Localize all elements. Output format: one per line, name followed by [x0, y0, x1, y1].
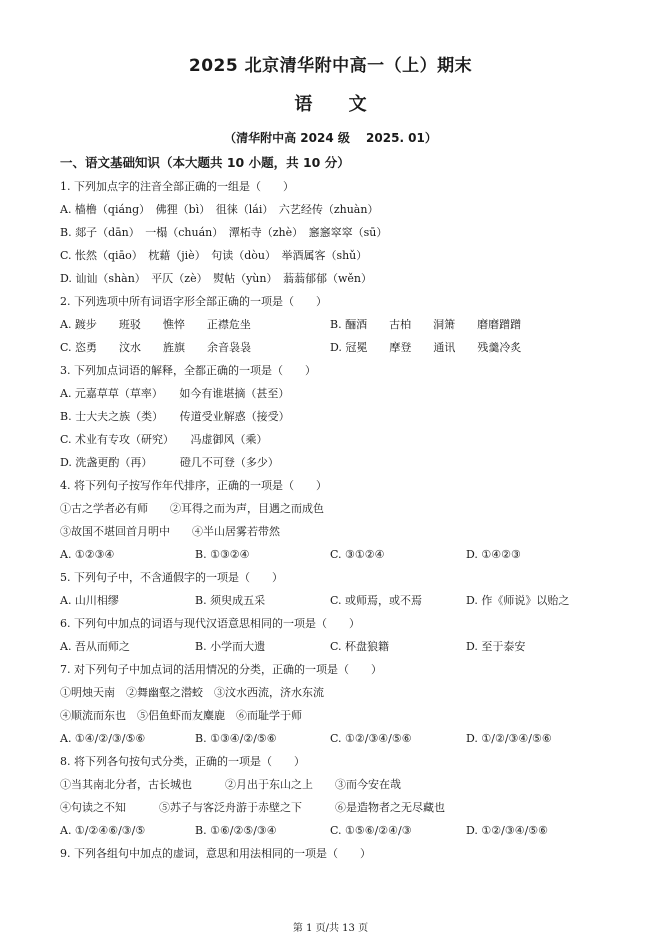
- question-5-option-b: B. 须臾成五采: [195, 594, 266, 607]
- question-8-option-a: A. ①/②④⑥/③/⑤: [60, 824, 146, 837]
- question-8-line-1: ①当其南北分者，古长城也 ②月出于东山之上 ③而今安在哉: [60, 778, 401, 791]
- page-number: 第 1 页/共 13 页: [292, 923, 369, 934]
- question-1-stem: 1. 下列加点字的注音全部正确的一组是（ ）: [60, 180, 294, 193]
- question-2-option-d: D. 冠冕 摩登 通讯 残羹冷炙: [330, 341, 522, 354]
- question-5-option-c: C. 或师焉，或不焉: [330, 594, 423, 607]
- question-6-option-d: D. 至于泰安: [466, 640, 526, 653]
- question-8-stem: 8. 将下列各句按句式分类，正确的一项是（ ）: [60, 755, 305, 768]
- question-1-option-c: C. 怅然（qiāo） 枕藉（jiè） 句读（dòu） 举酒属客（shǔ）: [60, 249, 368, 262]
- question-7-line-2: ④顺流而东也 ⑤侣鱼虾而友麋鹿 ⑥而耻学于师: [60, 709, 302, 722]
- question-7-option-c: C. ①②/③④/⑤⑥: [330, 732, 412, 745]
- grade-date-info: （清华附中高 2024 级 2025. 01）: [224, 131, 437, 145]
- question-8-option-c: C. ①⑤⑥/②④/③: [330, 824, 412, 837]
- question-7-line-1: ①明烛天南 ②舞幽壑之潜蛟 ③汶水西流，济水东流: [60, 686, 324, 699]
- question-4-line-1: ①古之学者必有师 ②耳得之而为声，目遇之而成色: [60, 502, 324, 515]
- question-8-option-d: D. ①②/③④/⑤⑥: [466, 824, 549, 837]
- question-7-option-b: B. ①③④/②/⑤⑥: [195, 732, 277, 745]
- question-7-option-d: D. ①/②/③④/⑤⑥: [466, 732, 552, 745]
- subject-title: 语 文: [294, 94, 367, 115]
- question-5-option-d: D. 作《师说》以贻之: [466, 594, 570, 607]
- question-7-stem: 7. 对下列句子中加点词的活用情况的分类，正确的一项是（ ）: [60, 663, 382, 676]
- question-4-option-a: A. ①②③④: [60, 548, 115, 561]
- question-1-option-a: A. 樯橹（qiáng） 佛狸（bì） 徂徕（lái） 六艺经传（zhuàn）: [60, 203, 379, 216]
- section-heading: 一、语文基础知识（本大题共 10 小题，共 10 分）: [60, 155, 350, 170]
- exam-title: 2025 北京清华附中高一（上）期末: [188, 56, 473, 76]
- question-6-stem: 6. 下列句中加点的词语与现代汉语意思相同的一项是（ ）: [60, 617, 360, 630]
- question-7-option-a: A. ①④/②/③/⑤⑥: [60, 732, 146, 745]
- question-2-stem: 2. 下列选项中所有词语字形全部正确的一项是（ ）: [60, 295, 327, 308]
- question-4-line-2: ③故国不堪回首月明中 ④半山居雾若带然: [60, 525, 280, 538]
- question-5-option-a: A. 山川相缪: [60, 594, 119, 607]
- question-1-option-b: B. 郯子（dān） 一榻（chuán） 潭柘寺（zhè） 窸窸窣窣（sū）: [60, 226, 388, 239]
- question-4-option-d: D. ①④②③: [466, 548, 521, 561]
- question-8-option-b: B. ①⑥/②⑤/③④: [195, 824, 277, 837]
- question-1-option-d: D. 讪讪（shàn） 平仄（zè） 熨帖（yùn） 蓊蓊郁郁（wěn）: [60, 272, 372, 285]
- question-2-option-a: A. 踱步 班驳 憔悴 正襟危坐: [60, 318, 251, 331]
- question-3-option-a: A. 元嘉草草（草率） 如今有谁堪摘（甚至）: [60, 387, 290, 400]
- question-4-option-c: C. ③①②④: [330, 548, 385, 561]
- question-6-option-c: C. 杯盘狼籍: [330, 640, 390, 653]
- question-3-option-b: B. 士大夫之族（类） 传道受业解惑（接受）: [60, 410, 290, 423]
- question-9-stem: 9. 下列各组句中加点的虚词，意思和用法相同的一项是（ ）: [60, 847, 371, 860]
- question-2-option-c: C. 恣勇 汶水 旌旗 余音袅袅: [60, 341, 252, 354]
- question-3-option-d: D. 洗盏更酌（再） 磴几不可登（多少）: [60, 456, 279, 469]
- question-3-stem: 3. 下列加点词语的解释，全都正确的一项是（ ）: [60, 364, 316, 377]
- question-8-line-2: ④句读之不知 ⑤苏子与客泛舟游于赤壁之下 ⑥是造物者之无尽藏也: [60, 801, 445, 814]
- question-2-option-b: B. 酾酒 古柏 洞箫 磨磨蹭蹭: [330, 318, 522, 331]
- question-3-option-c: C. 术业有专攻（研究） 冯虚御风（乘）: [60, 433, 268, 446]
- question-6-option-b: B. 小学而大遗: [195, 640, 266, 653]
- question-4-option-b: B. ①③②④: [195, 548, 250, 561]
- question-4-stem: 4. 将下列句子按写作年代排序，正确的一项是（ ）: [60, 479, 327, 492]
- question-5-stem: 5. 下列句子中，不含通假字的一项是（ ）: [60, 571, 283, 584]
- question-6-option-a: A. 吾从而师之: [60, 640, 130, 653]
